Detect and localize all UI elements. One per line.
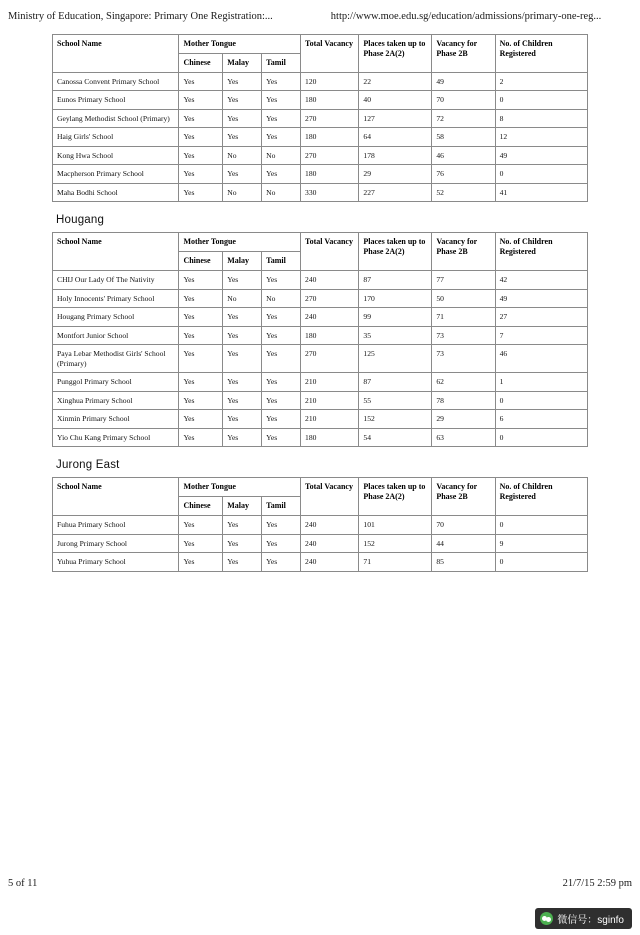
school-name-cell: Eunos Primary School <box>53 91 179 109</box>
table-row <box>53 345 588 373</box>
school-name-cell: Haig Girls' School <box>53 128 179 146</box>
total-vacancy-cell: 180 <box>301 326 359 344</box>
vacancy-2b-cell: 71 <box>432 308 495 326</box>
table-row <box>53 373 588 391</box>
tamil-cell: Yes <box>262 516 301 534</box>
sections-container <box>52 34 588 572</box>
column-header: Vacancy for Phase 2B <box>432 233 495 271</box>
table-row <box>53 165 588 183</box>
table-section <box>52 214 588 447</box>
places-taken-cell: 54 <box>359 428 432 446</box>
wechat-watermark-label: 微信号：sginfo <box>557 915 624 926</box>
column-header: Malay <box>223 252 262 271</box>
malay-cell: No <box>223 289 262 307</box>
places-taken-cell: 127 <box>359 109 432 127</box>
table-row <box>53 308 588 326</box>
column-header: Tamil <box>262 497 301 516</box>
children-registered-cell: 49 <box>495 289 587 307</box>
total-vacancy-cell: 240 <box>301 553 359 571</box>
places-taken-cell: 22 <box>359 73 432 91</box>
children-registered-cell: 8 <box>495 109 587 127</box>
table-row <box>53 91 588 109</box>
school-name-cell: Xinmin Primary School <box>53 410 179 428</box>
total-vacancy-cell: 270 <box>301 109 359 127</box>
malay-cell: Yes <box>223 91 262 109</box>
table-section <box>52 34 588 202</box>
table-header-row <box>53 233 588 252</box>
children-registered-cell: 0 <box>495 516 587 534</box>
children-registered-cell: 9 <box>495 534 587 552</box>
places-taken-cell: 71 <box>359 553 432 571</box>
chinese-cell: Yes <box>179 428 223 446</box>
school-name-cell: CHIJ Our Lady Of The Nativity <box>53 271 179 289</box>
children-registered-cell: 0 <box>495 91 587 109</box>
school-name-cell: Paya Lebar Methodist Girls' School (Primary) <box>53 345 179 373</box>
school-vacancy-table <box>52 34 588 202</box>
places-taken-cell: 125 <box>359 345 432 373</box>
school-name-cell: Yio Chu Kang Primary School <box>53 428 179 446</box>
page-footer <box>0 873 640 893</box>
table-row <box>53 73 588 91</box>
school-name-cell: Fuhua Primary School <box>53 516 179 534</box>
column-header: Total Vacancy <box>301 233 359 271</box>
column-header: Chinese <box>179 497 223 516</box>
school-name-cell: Xinghua Primary School <box>53 391 179 409</box>
section-title: Hougang <box>56 214 105 227</box>
vacancy-2b-cell: 73 <box>432 345 495 373</box>
vacancy-2b-cell: 73 <box>432 326 495 344</box>
table-section <box>52 459 588 571</box>
column-header: Total Vacancy <box>301 35 359 73</box>
total-vacancy-cell: 240 <box>301 271 359 289</box>
column-header: School Name <box>53 478 179 516</box>
school-name-cell: Hougang Primary School <box>53 308 179 326</box>
vacancy-2b-cell: 44 <box>432 534 495 552</box>
total-vacancy-cell: 180 <box>301 128 359 146</box>
tamil-cell: No <box>262 289 301 307</box>
document-content <box>0 34 640 865</box>
total-vacancy-cell: 180 <box>301 428 359 446</box>
column-header: Tamil <box>262 252 301 271</box>
vacancy-2b-cell: 62 <box>432 373 495 391</box>
tamil-cell: Yes <box>262 428 301 446</box>
table-row <box>53 289 588 307</box>
table-row <box>53 516 588 534</box>
table-row <box>53 553 588 571</box>
total-vacancy-cell: 180 <box>301 91 359 109</box>
school-name-cell: Macpherson Primary School <box>53 165 179 183</box>
column-header: Chinese <box>179 252 223 271</box>
places-taken-cell: 101 <box>359 516 432 534</box>
children-registered-cell: 2 <box>495 73 587 91</box>
malay-cell: Yes <box>223 308 262 326</box>
table-row <box>53 410 588 428</box>
column-header: Total Vacancy <box>301 478 359 516</box>
column-header: School Name <box>53 233 179 271</box>
table-row <box>53 271 588 289</box>
malay-cell: No <box>223 146 262 164</box>
chinese-cell: Yes <box>179 534 223 552</box>
places-taken-cell: 35 <box>359 326 432 344</box>
column-header: Chinese <box>179 54 223 73</box>
tamil-cell: Yes <box>262 109 301 127</box>
table-header-row <box>53 35 588 54</box>
total-vacancy-cell: 240 <box>301 308 359 326</box>
total-vacancy-cell: 270 <box>301 345 359 373</box>
places-taken-cell: 152 <box>359 410 432 428</box>
total-vacancy-cell: 180 <box>301 165 359 183</box>
vacancy-2b-cell: 85 <box>432 553 495 571</box>
total-vacancy-cell: 240 <box>301 516 359 534</box>
school-name-cell: Maha Bodhi School <box>53 183 179 201</box>
chinese-cell: Yes <box>179 146 223 164</box>
chinese-cell: Yes <box>179 91 223 109</box>
children-registered-cell: 0 <box>495 391 587 409</box>
column-header: Places taken up to Phase 2A(2) <box>359 35 432 73</box>
chinese-cell: Yes <box>179 109 223 127</box>
malay-cell: Yes <box>223 128 262 146</box>
children-registered-cell: 42 <box>495 271 587 289</box>
school-vacancy-table <box>52 477 588 571</box>
children-registered-cell: 1 <box>495 373 587 391</box>
tamil-cell: Yes <box>262 391 301 409</box>
table-row <box>53 109 588 127</box>
column-header: Mother Tongue <box>179 478 301 497</box>
chinese-cell: Yes <box>179 271 223 289</box>
table-row <box>53 183 588 201</box>
tamil-cell: Yes <box>262 128 301 146</box>
malay-cell: Yes <box>223 534 262 552</box>
chinese-cell: Yes <box>179 391 223 409</box>
tamil-cell: No <box>262 183 301 201</box>
children-registered-cell: 49 <box>495 146 587 164</box>
vacancy-2b-cell: 77 <box>432 271 495 289</box>
places-taken-cell: 178 <box>359 146 432 164</box>
wechat-watermark <box>535 908 632 929</box>
vacancy-2b-cell: 52 <box>432 183 495 201</box>
tamil-cell: Yes <box>262 553 301 571</box>
school-vacancy-table <box>52 232 588 447</box>
table-header-row <box>53 478 588 497</box>
vacancy-2b-cell: 72 <box>432 109 495 127</box>
malay-cell: Yes <box>223 428 262 446</box>
section-title: Jurong East <box>56 459 120 472</box>
malay-cell: Yes <box>223 73 262 91</box>
table-row <box>53 428 588 446</box>
column-header: Tamil <box>262 54 301 73</box>
vacancy-2b-cell: 49 <box>432 73 495 91</box>
children-registered-cell: 6 <box>495 410 587 428</box>
column-header: Malay <box>223 497 262 516</box>
chinese-cell: Yes <box>179 165 223 183</box>
chinese-cell: Yes <box>179 373 223 391</box>
tamil-cell: Yes <box>262 308 301 326</box>
column-header: Vacancy for Phase 2B <box>432 35 495 73</box>
document-url: http://www.moe.edu.sg/education/admissions/primary-one-reg... <box>330 10 602 22</box>
malay-cell: Yes <box>223 345 262 373</box>
vacancy-2b-cell: 70 <box>432 516 495 534</box>
malay-cell: Yes <box>223 109 262 127</box>
vacancy-2b-cell: 78 <box>432 391 495 409</box>
chinese-cell: Yes <box>179 516 223 534</box>
vacancy-2b-cell: 46 <box>432 146 495 164</box>
total-vacancy-cell: 240 <box>301 534 359 552</box>
table-row <box>53 326 588 344</box>
children-registered-cell: 41 <box>495 183 587 201</box>
school-name-cell: Geylang Methodist School (Primary) <box>53 109 179 127</box>
places-taken-cell: 40 <box>359 91 432 109</box>
tamil-cell: Yes <box>262 373 301 391</box>
places-taken-cell: 55 <box>359 391 432 409</box>
school-name-cell: Montfort Junior School <box>53 326 179 344</box>
malay-cell: Yes <box>223 553 262 571</box>
vacancy-2b-cell: 50 <box>432 289 495 307</box>
children-registered-cell: 0 <box>495 165 587 183</box>
vacancy-2b-cell: 29 <box>432 410 495 428</box>
column-header: Mother Tongue <box>179 35 301 54</box>
column-header: Malay <box>223 54 262 73</box>
tamil-cell: Yes <box>262 410 301 428</box>
malay-cell: Yes <box>223 165 262 183</box>
column-header: No. of Children Registered <box>495 35 587 73</box>
column-header: No. of Children Registered <box>495 233 587 271</box>
tamil-cell: Yes <box>262 271 301 289</box>
total-vacancy-cell: 210 <box>301 373 359 391</box>
school-name-cell: Holy Innocents' Primary School <box>53 289 179 307</box>
places-taken-cell: 99 <box>359 308 432 326</box>
places-taken-cell: 64 <box>359 128 432 146</box>
children-registered-cell: 46 <box>495 345 587 373</box>
chinese-cell: Yes <box>179 326 223 344</box>
places-taken-cell: 29 <box>359 165 432 183</box>
total-vacancy-cell: 330 <box>301 183 359 201</box>
table-row <box>53 391 588 409</box>
children-registered-cell: 12 <box>495 128 587 146</box>
tamil-cell: Yes <box>262 326 301 344</box>
malay-cell: Yes <box>223 326 262 344</box>
malay-cell: Yes <box>223 373 262 391</box>
malay-cell: Yes <box>223 271 262 289</box>
vacancy-2b-cell: 58 <box>432 128 495 146</box>
places-taken-cell: 87 <box>359 373 432 391</box>
print-timestamp: 21/7/15 2:59 pm <box>562 877 632 889</box>
children-registered-cell: 0 <box>495 553 587 571</box>
places-taken-cell: 227 <box>359 183 432 201</box>
chinese-cell: Yes <box>179 308 223 326</box>
school-name-cell: Jurong Primary School <box>53 534 179 552</box>
chinese-cell: Yes <box>179 345 223 373</box>
school-name-cell: Yuhua Primary School <box>53 553 179 571</box>
wechat-icon <box>540 912 553 925</box>
malay-cell: Yes <box>223 516 262 534</box>
page-header <box>0 0 640 26</box>
chinese-cell: Yes <box>179 73 223 91</box>
chinese-cell: Yes <box>179 128 223 146</box>
school-name-cell: Canossa Convent Primary School <box>53 73 179 91</box>
places-taken-cell: 87 <box>359 271 432 289</box>
column-header: Vacancy for Phase 2B <box>432 478 495 516</box>
total-vacancy-cell: 270 <box>301 289 359 307</box>
school-name-cell: Punggol Primary School <box>53 373 179 391</box>
total-vacancy-cell: 210 <box>301 391 359 409</box>
total-vacancy-cell: 120 <box>301 73 359 91</box>
column-header: Places taken up to Phase 2A(2) <box>359 233 432 271</box>
places-taken-cell: 170 <box>359 289 432 307</box>
column-header: Mother Tongue <box>179 233 301 252</box>
total-vacancy-cell: 210 <box>301 410 359 428</box>
column-header: Places taken up to Phase 2A(2) <box>359 478 432 516</box>
total-vacancy-cell: 270 <box>301 146 359 164</box>
chinese-cell: Yes <box>179 183 223 201</box>
chinese-cell: Yes <box>179 289 223 307</box>
vacancy-2b-cell: 63 <box>432 428 495 446</box>
school-name-cell: Kong Hwa School <box>53 146 179 164</box>
children-registered-cell: 7 <box>495 326 587 344</box>
tamil-cell: Yes <box>262 165 301 183</box>
tamil-cell: Yes <box>262 91 301 109</box>
document-title: Ministry of Education, Singapore: Primary One Registration:... <box>8 10 273 22</box>
tamil-cell: Yes <box>262 73 301 91</box>
vacancy-2b-cell: 70 <box>432 91 495 109</box>
tamil-cell: Yes <box>262 345 301 373</box>
malay-cell: Yes <box>223 391 262 409</box>
table-row <box>53 534 588 552</box>
children-registered-cell: 0 <box>495 428 587 446</box>
chinese-cell: Yes <box>179 410 223 428</box>
malay-cell: No <box>223 183 262 201</box>
malay-cell: Yes <box>223 410 262 428</box>
chinese-cell: Yes <box>179 553 223 571</box>
vacancy-2b-cell: 76 <box>432 165 495 183</box>
column-header: School Name <box>53 35 179 73</box>
column-header: No. of Children Registered <box>495 478 587 516</box>
table-row <box>53 128 588 146</box>
tamil-cell: No <box>262 146 301 164</box>
places-taken-cell: 152 <box>359 534 432 552</box>
children-registered-cell: 27 <box>495 308 587 326</box>
page-number: 5 of 11 <box>8 877 38 889</box>
table-row <box>53 146 588 164</box>
tamil-cell: Yes <box>262 534 301 552</box>
